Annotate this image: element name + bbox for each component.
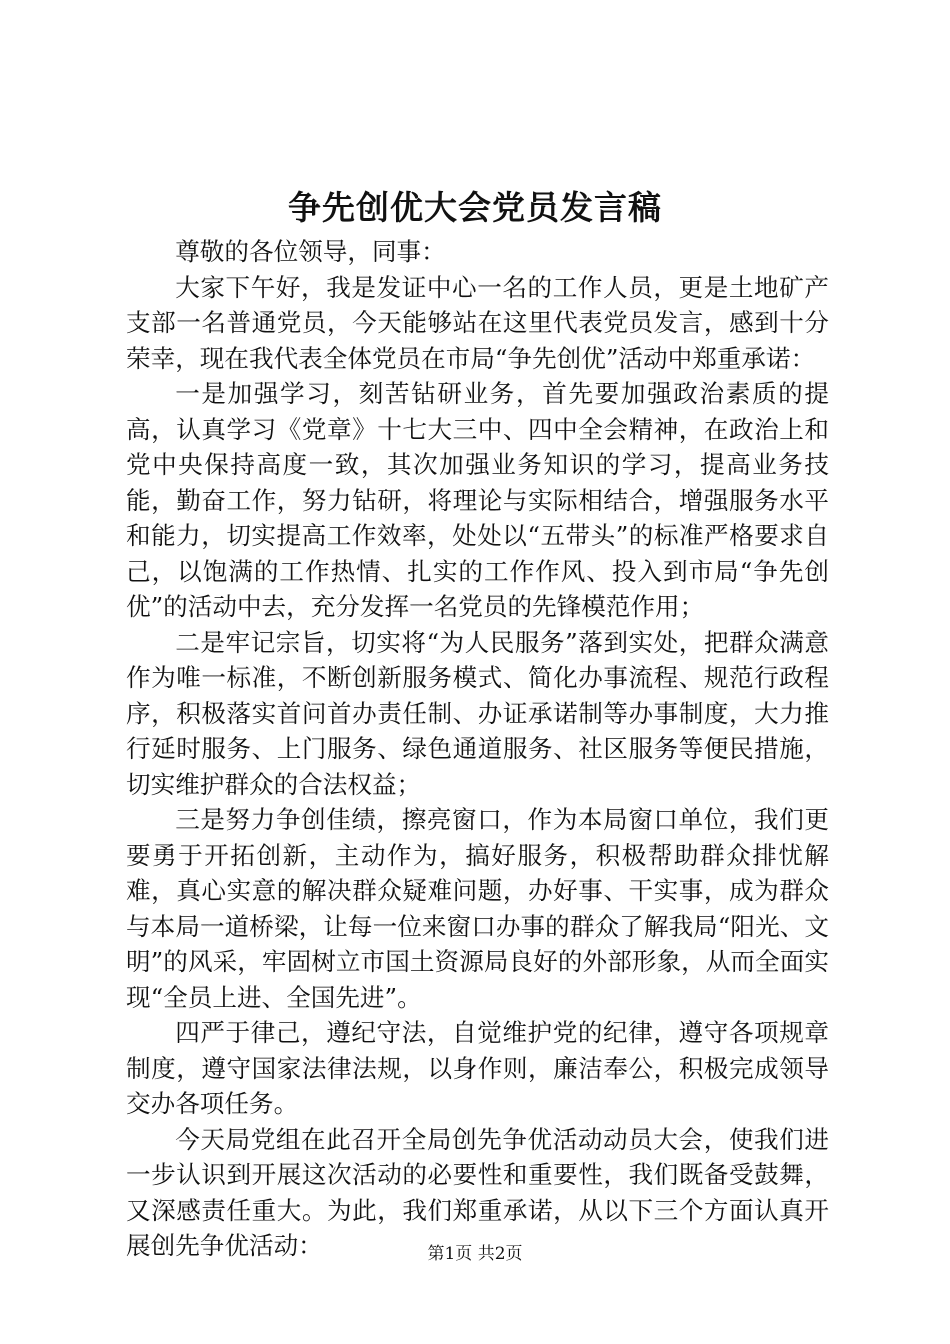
document-body xyxy=(126,234,829,1264)
page-number-footer: 第1页 共2页 xyxy=(427,1244,523,1264)
paragraph-closing: 今天局党组在此召开全局创先争优活动动员大会，使我们进一步认识到开展这次活动的必要性和重要性，我们既备受鼓舞，又深感责任重大。为此，我们郑重承诺，从以下三个方面认真开展创先争优活动： xyxy=(126,1124,829,1260)
paragraph-point-one: 一是加强学习，刻苦钻研业务，首先要加强政治素质的提高，认真学习《党章》十七大三中、四中全会精神，在政治上和党中央保持高度一致，其次加强业务知识的学习，提高业务技能，勤奋工作，努力钻研，将理论与实际相结合，增强服务水平和能力，切实提高工作效率，处处以“五带头”的标准严格要求自己，以饱满的工作热情、扎实的工作作风、投入到市局“争先创优”的活动中去，充分发挥一名党员的先锋模范作用； xyxy=(126,379,829,621)
paragraph-point-four: 四严于律己，遵纪守法，自觉维护党的纪律，遵守各项规章制度，遵守国家法律法规，以身作则，廉洁奉公，积极完成领导交办各项任务。 xyxy=(126,1018,829,1118)
paragraph-point-three: 三是努力争创佳绩，擦亮窗口，作为本局窗口单位，我们更要勇于开拓创新，主动作为，搞好服务，积极帮助群众排忧解难，真心实意的解决群众疑难问题，办好事、干实事，成为群众与本局一道桥梁，让每一位来窗口办事的群众了解我局“阳光、文明”的风采，牢固树立市国土资源局良好的外部形象，从而全面实现“全员上进、全国先进”。 xyxy=(126,805,829,1012)
paragraph-intro: 大家下午好，我是发证中心一名的工作人员，更是土地矿产支部一名普通党员，今天能够站在这里代表党员发言，感到十分荣幸，现在我代表全体党员在市局“争先创优”活动中郑重承诺： xyxy=(126,272,829,373)
document-title: 争先创优大会党员发言稿 xyxy=(288,188,662,227)
paragraph-salutation: 尊敬的各位领导，同事： xyxy=(175,237,446,266)
paragraph-point-two: 二是牢记宗旨，切实将“为人民服务”落到实处，把群众满意作为唯一标准，不断创新服务模式、简化办事流程、规范行政程序，积极落实首问首办责任制、办证承诺制等办事制度，大力推行延时服务、上门服务、绿色通道服务、社区服务等便民措施，切实维护群众的合法权益； xyxy=(126,627,829,799)
